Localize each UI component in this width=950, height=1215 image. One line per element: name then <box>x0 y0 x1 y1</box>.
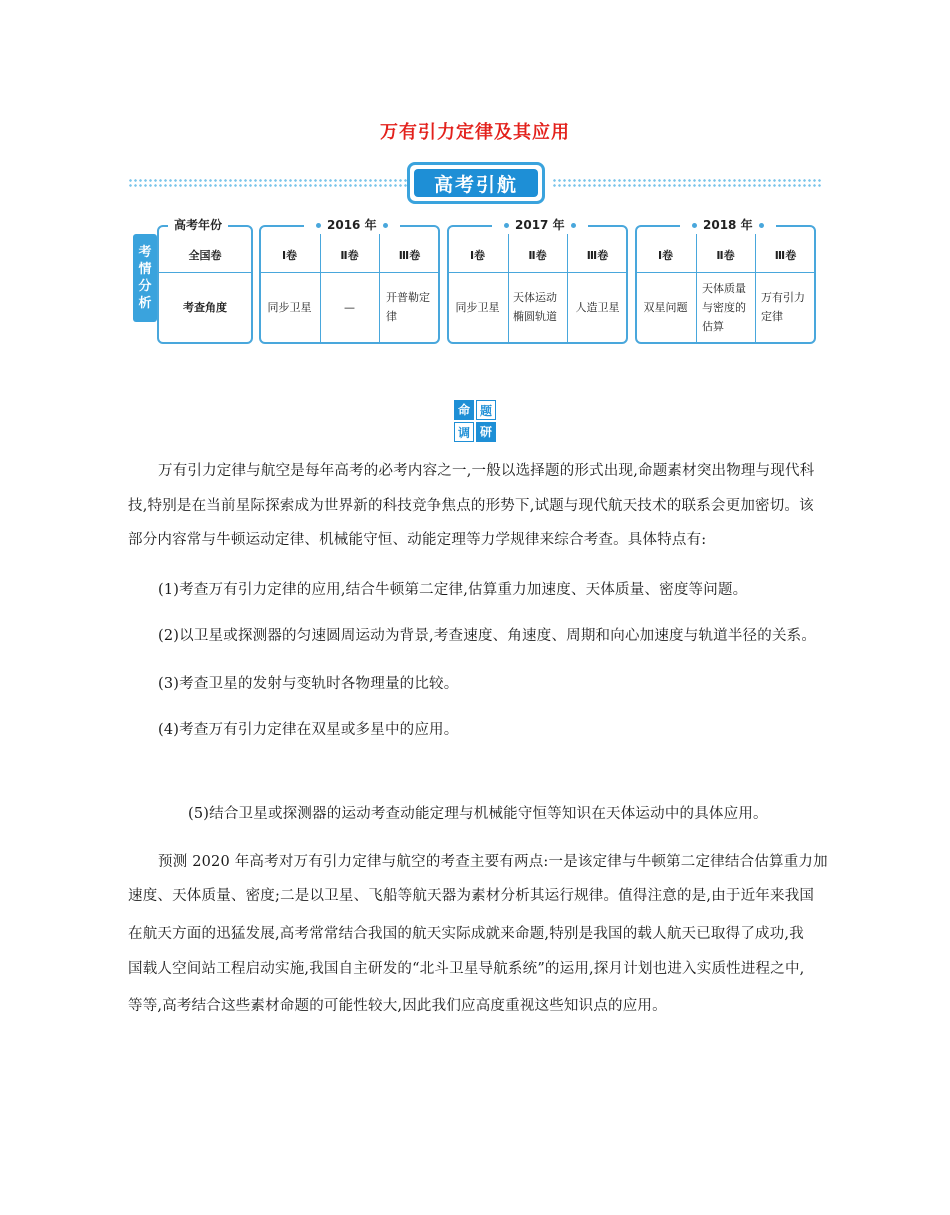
dot-icon <box>692 223 697 228</box>
year-label: 2017 年 <box>515 218 565 232</box>
year-box-2017 <box>447 225 628 344</box>
side-label-char: 析 <box>138 296 152 311</box>
intro-line: 万有引力定律与航空是每年高考的必考内容之一,一般以选择题的形式出现,命题素材突出物理与现代科 <box>158 463 815 479</box>
banner-label: 高考引航 <box>414 169 538 197</box>
divider <box>259 272 440 273</box>
dot-icon <box>571 223 576 228</box>
intro-line: 部分内容常与牛顿运动定律、机械能守恒、动能定理等力学规律来综合考查。具体特点有: <box>128 532 707 548</box>
topic-cell: 开普勒定律 <box>386 291 430 323</box>
paper-label: Ⅲ卷 <box>398 249 421 262</box>
prediction-line: 国载人空间站工程启动实施,我国自主研发的“北斗卫星导航系统”的运用,探月计划也进入实质性进程之中, <box>128 961 805 977</box>
feature-item: (2)以卫星或探测器的匀速圆周运动为背景,考查速度、角速度、周期和向心加速度与轨道半径的关系。 <box>158 628 817 644</box>
dot-icon <box>759 223 764 228</box>
feature-item: (3)考查卫星的发射与变轨时各物理量的比较。 <box>158 676 459 692</box>
icon-char: 调 <box>454 422 474 442</box>
icon-char: 研 <box>476 422 496 442</box>
prediction-line: 速度、天体质量、密度;二是以卫星、飞船等航天器为素材分析其运行规律。值得注意的是,由于近年来我国 <box>128 888 815 904</box>
topic-cell: 天体运动椭圆轨道 <box>513 291 557 323</box>
feature-item: (1)考查万有引力定律的应用,结合牛顿第二定律,估算重力加速度、天体质量、密度等问题。 <box>158 582 748 598</box>
dot-icon <box>504 223 509 228</box>
paper-label: Ⅰ卷 <box>657 249 674 262</box>
banner <box>407 162 545 204</box>
paper-row-label: 全国卷 <box>188 249 222 262</box>
page-title: 万有引力定律及其应用 <box>380 122 570 143</box>
divider <box>635 272 816 273</box>
paper-label: Ⅱ卷 <box>340 249 359 262</box>
intro-line: 技,特别是在当前星际探索成为世界新的科技竞争焦点的形势下,试题与现代航天技术的联系会更加密切。该 <box>128 498 814 514</box>
divider <box>755 225 756 344</box>
icon-char: 命 <box>454 400 474 420</box>
divider <box>696 225 697 344</box>
icon-char: 题 <box>476 400 496 420</box>
side-label-char: 情 <box>138 262 152 277</box>
topic-cell: 人造卫星 <box>575 301 620 314</box>
divider <box>320 225 321 344</box>
topic-cell: 万有引力定律 <box>761 291 805 323</box>
prediction-line: 等等,高考结合这些素材命题的可能性较大,因此我们应高度重视这些知识点的应用。 <box>128 998 667 1014</box>
paper-label: Ⅱ卷 <box>716 249 735 262</box>
paper-label: Ⅲ卷 <box>586 249 609 262</box>
feature-item: (5)结合卫星或探测器的运动考查动能定理与机械能守恒等知识在天体运动中的具体应用。 <box>188 806 768 822</box>
prediction-line: 预测 2020 年高考对万有引力定律与航空的考查主要有两点:一是该定律与牛顿第二定律结合估算重力加 <box>158 854 828 870</box>
divider <box>379 225 380 344</box>
topic-cell: 同步卫星 <box>267 301 312 314</box>
side-label <box>133 234 157 322</box>
topic-cell: 天体质量与密度的估算 <box>702 282 746 333</box>
year-header-label: 高考年份 <box>168 216 228 234</box>
year-label: 2016 年 <box>327 218 377 232</box>
year-box-2016 <box>259 225 440 344</box>
divider <box>508 225 509 344</box>
feature-item: (4)考查万有引力定律在双星或多星中的应用。 <box>158 722 459 738</box>
year-label: 2018 年 <box>703 218 753 232</box>
prediction-line: 在航天方面的迅猛发展,高考常常结合我国的航天实际成就来命题,特别是我国的载人航天已取得了成功,我 <box>128 926 804 942</box>
research-icon <box>454 400 496 442</box>
divider <box>447 272 628 273</box>
dot-icon <box>316 223 321 228</box>
divider <box>567 225 568 344</box>
side-label-char: 考 <box>138 245 152 260</box>
row-label-box <box>157 225 253 344</box>
paper-label: Ⅲ卷 <box>774 249 797 262</box>
topic-cell: — <box>344 301 355 314</box>
dotted-divider-left <box>128 178 408 188</box>
dot-icon <box>383 223 388 228</box>
paper-label: Ⅰ卷 <box>281 249 298 262</box>
topic-cell: 同步卫星 <box>455 301 500 314</box>
paper-label: Ⅰ卷 <box>469 249 486 262</box>
paper-label: Ⅱ卷 <box>528 249 547 262</box>
topic-row-label: 考查角度 <box>183 301 227 314</box>
side-label-char: 分 <box>138 279 152 294</box>
topic-cell: 双星问题 <box>643 301 688 314</box>
dotted-divider-right <box>552 178 822 188</box>
divider <box>157 272 253 273</box>
